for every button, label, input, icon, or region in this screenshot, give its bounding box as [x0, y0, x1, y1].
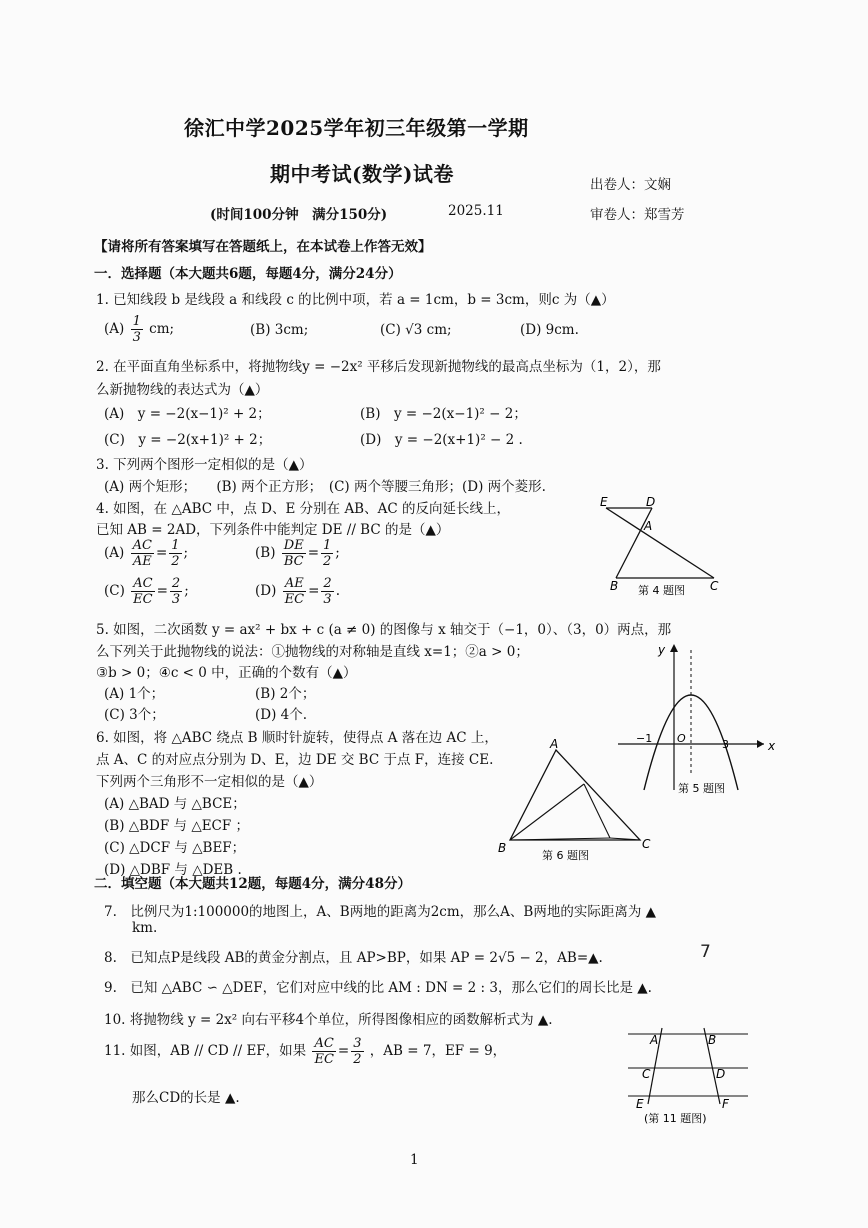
q2-option-c: (C) y = −2(x+1)² + 2；	[104, 432, 272, 448]
q5-stem-line2: 么下列关于此抛物线的说法：①抛物线的对称轴是直线 x=1；②a > 0；	[96, 644, 529, 660]
q5-option-a: (A) 1个；	[104, 686, 165, 702]
q5-y-arrow	[670, 644, 678, 652]
q4-d-rhs-num: 2	[323, 576, 332, 591]
q8-handwritten-mark: 7	[700, 942, 711, 962]
q11-rhs-num: 3	[353, 1036, 362, 1051]
q1-option-a	[104, 314, 174, 345]
q6-triangle-abc	[510, 750, 640, 840]
q4-label-c: C	[710, 579, 719, 593]
q11-label-b: B	[708, 1033, 717, 1047]
q7-line2: km.	[132, 920, 158, 936]
q4-a-lhs-den: AE	[132, 554, 152, 569]
q11-lhs-num: AC	[312, 1036, 335, 1052]
q6-figure	[494, 738, 664, 866]
q1-a-denominator: 3	[132, 330, 141, 345]
q2-stem-line2: 么新抛物线的表达式为（▲）	[96, 382, 269, 398]
q4-d-lhs-den: EC	[284, 592, 305, 607]
q1-option-a-fraction	[131, 314, 143, 345]
q4-b-lhs-den: BC	[283, 554, 304, 569]
q4-d-label: (D)	[255, 583, 277, 599]
q3-options: (A) 两个矩形； (B) 两个正方形； (C) 两个等腰三角形；(D) 两个菱形.	[104, 479, 546, 495]
q2-option-d: (D) y = −2(x+1)² − 2 .	[360, 432, 523, 448]
q9: 9. 已知 △ABC ∽ △DEF，它们对应中线的比 AM : DN = 2 : 3，那么它们的周长比是 ▲.	[104, 980, 652, 996]
q2-option-b: (B) y = −2(x−1)² − 2；	[360, 406, 527, 422]
q6-label-c: C	[642, 837, 651, 851]
q4-a-rhs-den: 2	[171, 554, 180, 569]
q6-stem-line3: 下列两个三角形不一定相似的是（▲）	[96, 774, 323, 790]
q1-option-b: (B) 3cm;	[250, 322, 309, 338]
q11-figure	[624, 1024, 754, 1128]
q4-b-rhs-den: 2	[323, 554, 332, 569]
q1-option-a-unit: cm;	[149, 321, 175, 337]
q4-a-rhs-num: 1	[171, 538, 180, 553]
q4-option-d: (D) $\frac{AE}{EC}$ = $\frac{2}{3}$ .	[255, 576, 340, 607]
q11-caption: (第 11 题图)	[644, 1112, 707, 1125]
q11-label-e: E	[636, 1097, 644, 1111]
q2-option-a: (A) y = −2(x−1)² + 2；	[104, 406, 271, 422]
q5-option-d: (D) 4个.	[255, 707, 308, 723]
q1-stem: 1. 已知线段 b 是线段 a 和线段 c 的比例中项，若 a = 1cm，b = 3cm，则c 为（▲）	[96, 292, 615, 308]
q1-a-numerator: 1	[132, 314, 141, 329]
q11-stem: 11. 如图，AB // CD // EF，如果 $\frac{AC}{EC}$ = $\frac{3}{2}$ ，AB = 7，EF = 9，	[104, 1036, 507, 1067]
q8: 8. 已知点P是线段 AB的黄金分割点，且 AP>BP，如果 AP = 2√5 − 2，AB=▲.	[104, 950, 603, 966]
q4-caption: 第 4 题图	[638, 584, 685, 597]
q1-option-d: (D) 9cm.	[520, 322, 579, 338]
q5-label-3: 3	[722, 738, 729, 751]
q5-stem-line1: 5. 如图，二次函数 y = ax² + bx + c (a ≠ 0) 的图像与 x 轴交于（−1，0）、（3，0）两点，那	[96, 622, 672, 638]
q4-label-e: E	[600, 495, 608, 509]
q4-b-rhs-num: 1	[323, 538, 332, 553]
q6-label-b: B	[498, 841, 507, 855]
section2-heading: 二．填空题（本大题共12题，每题4分，满分48分）	[94, 876, 411, 892]
q4-stem-line1: 4. 如图，在 △ABC 中，点 D、E 分别在 AB、AC 的反向延长线上，	[96, 501, 510, 517]
q4-d-lhs	[283, 576, 306, 607]
q4-d-rhs	[321, 576, 333, 607]
q6-segment-bd	[510, 784, 584, 840]
q4-label-a: A	[644, 519, 653, 533]
q11-label-f: F	[722, 1097, 729, 1111]
q4-d-lhs-num: AE	[283, 576, 306, 592]
q2-stem-line1: 2. 在平面直角坐标系中，将抛物线y = −2x² 平移后发现新抛物线的最高点坐标为（1，2），那	[96, 359, 661, 375]
q5-x-arrow	[757, 740, 764, 748]
q11-label-d: D	[716, 1067, 726, 1081]
q10: 10. 将抛物线 y = 2x² 向右平移4个单位，所得图像相应的函数解析式为 ▲.	[104, 1012, 553, 1028]
q4-a-rhs	[169, 538, 181, 569]
q4-d-rhs-den: 3	[323, 592, 332, 607]
q5-label-x: x	[768, 739, 776, 753]
q4-b-label: (B)	[255, 545, 276, 561]
q5-label-neg1: −1	[636, 732, 653, 745]
exam-title-line2: 期中考试(数学)试卷	[270, 162, 454, 186]
q5-label-origin: O	[677, 732, 686, 745]
q4-segment-ec	[606, 508, 714, 578]
q4-a-label: (A)	[104, 545, 125, 561]
q6-stem-line2: 点 A、C 的对应点分别为 D、E，边 DE 交 BC 于点 F，连接 CE.	[96, 752, 494, 768]
q5-label-y: y	[658, 643, 666, 657]
q5-caption: 第 5 题图	[678, 782, 725, 795]
q4-a-lhs	[131, 538, 154, 569]
q11-lhs-den: EC	[314, 1052, 334, 1067]
q6-option-a: (A) △BAD 与 △BCE；	[104, 796, 246, 812]
q4-b-lhs	[282, 538, 306, 569]
q11-lhs	[312, 1036, 335, 1067]
q6-option-c: (C) △DCF 与 △BEF；	[104, 840, 246, 856]
page-number: 1	[410, 1152, 419, 1168]
q4-c-rhs	[170, 576, 182, 607]
q4-c-label: (C)	[104, 583, 125, 599]
q6-option-d: (D) △DBF 与 △DEB .	[104, 862, 242, 878]
q7-line1: 7. 比例尺为1:100000的地图上，A、B两地的距离为2cm，那么A、B两地的实际距离为 ▲	[104, 904, 657, 920]
q11-post: ，AB = 7，EF = 9，	[369, 1043, 507, 1059]
exam-date: 2025.11	[448, 203, 504, 219]
q4-figure	[596, 494, 732, 600]
q1-option-c: (C) √3 cm;	[380, 322, 452, 338]
exam-title-line1: 徐汇中学2025学年初三年级第一学期	[184, 116, 529, 140]
q11-pre: 11. 如图，AB // CD // EF，如果	[104, 1043, 307, 1059]
notice: 【请将所有答案填写在答题纸上，在本试卷上作答无效】	[94, 239, 432, 255]
q4-label-d: D	[646, 495, 656, 509]
q4-c-rhs-num: 2	[171, 576, 181, 591]
q1-option-a-label: (A)	[104, 321, 125, 337]
time-limit: (时间100分钟 满分150分)	[210, 207, 388, 223]
q6-label-a: A	[550, 738, 559, 751]
q5-option-c: (C) 3个；	[104, 707, 165, 723]
q5-option-b: (B) 2个；	[255, 686, 316, 702]
q6-option-b: (B) △BDF 与 △ECF ；	[104, 818, 250, 834]
q4-c-lhs-den: EC	[133, 592, 153, 607]
q4-option-c: (C) $\frac{AC}{EC}$ = $\frac{2}{3}$ ;	[104, 576, 189, 607]
q6-stem-line1: 6. 如图，将 △ABC 绕点 B 顺时针旋转，使得点 A 落在边 AC 上，	[96, 730, 498, 746]
author-label: 出卷人：文娴	[590, 177, 671, 193]
section1-heading: 一．选择题（本大题共6题，每题4分，满分24分）	[94, 266, 402, 282]
q11-label-c: C	[642, 1067, 651, 1081]
q4-label-b: B	[610, 579, 619, 593]
q5-stem-line3: ③b > 0；④c < 0 中，正确的个数有（▲）	[96, 665, 357, 681]
q4-c-lhs-num: AC	[131, 576, 154, 592]
q4-c-lhs	[131, 576, 154, 607]
q4-option-b: (B) $\frac{DE}{BC}$ = $\frac{1}{2}$ ;	[255, 538, 340, 569]
q4-a-lhs-num: AC	[132, 538, 152, 553]
q6-caption: 第 6 题图	[542, 849, 589, 862]
q11-label-a: A	[650, 1033, 659, 1047]
q4-b-lhs-num: DE	[283, 538, 304, 553]
q4-b-rhs	[321, 538, 333, 569]
reviewer-label: 审卷人：郑雪芳	[590, 207, 685, 223]
q11-rhs-den: 2	[353, 1052, 362, 1067]
q3-stem: 3. 下列两个图形一定相似的是（▲）	[96, 457, 313, 473]
q6-segment-de	[584, 784, 610, 838]
q4-c-rhs-den: 3	[171, 592, 181, 607]
q4-stem-line2: 已知 AB = 2AD，下列条件中能判定 DE // BC 的是（▲）	[96, 522, 450, 538]
q11-rhs	[351, 1036, 363, 1067]
q4-option-a: (A) $\frac{AC}{AE}$ = $\frac{1}{2}$ ;	[104, 538, 189, 569]
q11-line2: 那么CD的长是 ▲.	[132, 1090, 240, 1106]
